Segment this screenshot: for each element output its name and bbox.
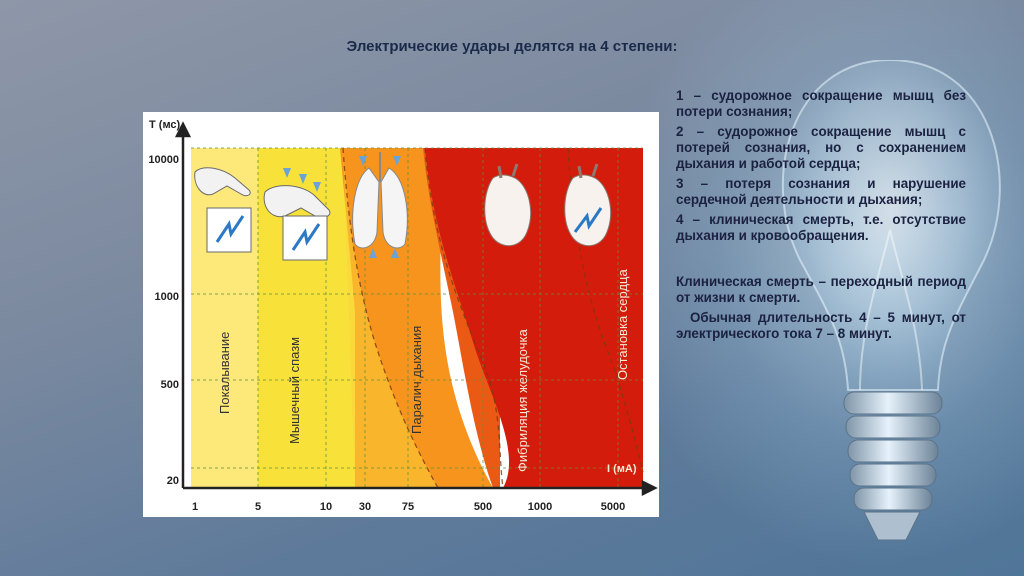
x-tick: 1000: [527, 501, 553, 513]
degree-3: 3 – потеря сознания и нарушение сердечной деятельности и дыхания;: [676, 176, 966, 207]
degree-4: 4 – клиническая смерть, т.е. отсутствие дыхания и кровообращения.: [676, 212, 966, 243]
y-tick: 1000: [154, 291, 179, 303]
x-tick: 75: [401, 501, 415, 513]
electric-shock-diagram: [143, 112, 659, 517]
x-tick: 5: [254, 501, 262, 513]
slide-title: Электрические удары делятся на 4 степени:: [346, 38, 678, 55]
degree-1: 1 – судорожное сокращение мышц без потери сознания;: [676, 88, 966, 119]
x-tick: 10: [319, 501, 333, 513]
y-tick: 10000: [148, 154, 179, 166]
x-tick: 1: [191, 501, 199, 513]
x-tick: 500: [473, 501, 493, 513]
x-tick: 5000: [600, 501, 626, 513]
degrees-list: [676, 88, 966, 346]
degree-2: 2 – судорожное сокращение мышц с потерей сознания, но с сохранением дыхания и работой сердца;: [676, 124, 966, 171]
zone-label-respiratory-paralysis: Паралич дыхания: [409, 325, 424, 434]
zone-label-cardiac-arrest: Остановка сердца: [615, 269, 630, 380]
y-axis-label: Т (мс): [149, 119, 181, 131]
zone-label-fibrillation: Фибриляция желудочка: [515, 329, 530, 472]
x-tick: 30: [358, 501, 372, 513]
x-axis-label: I (мА): [607, 463, 637, 475]
duration-text: Обычная длительность 4 – 5 минут, от электрического тока 7 – 8 минут.: [676, 310, 966, 341]
y-tick: 500: [160, 379, 179, 391]
diagram-svg: [143, 112, 659, 517]
clinical-death-text: Клиническая смерть – переходный период от жизни к смерти.: [676, 274, 966, 305]
y-tick: 20: [166, 475, 179, 487]
zone-label-tingling: Покалывание: [217, 331, 232, 414]
zone-label-muscle-spasm: Мышечный спазм: [287, 336, 302, 444]
zone-1: [191, 148, 258, 488]
